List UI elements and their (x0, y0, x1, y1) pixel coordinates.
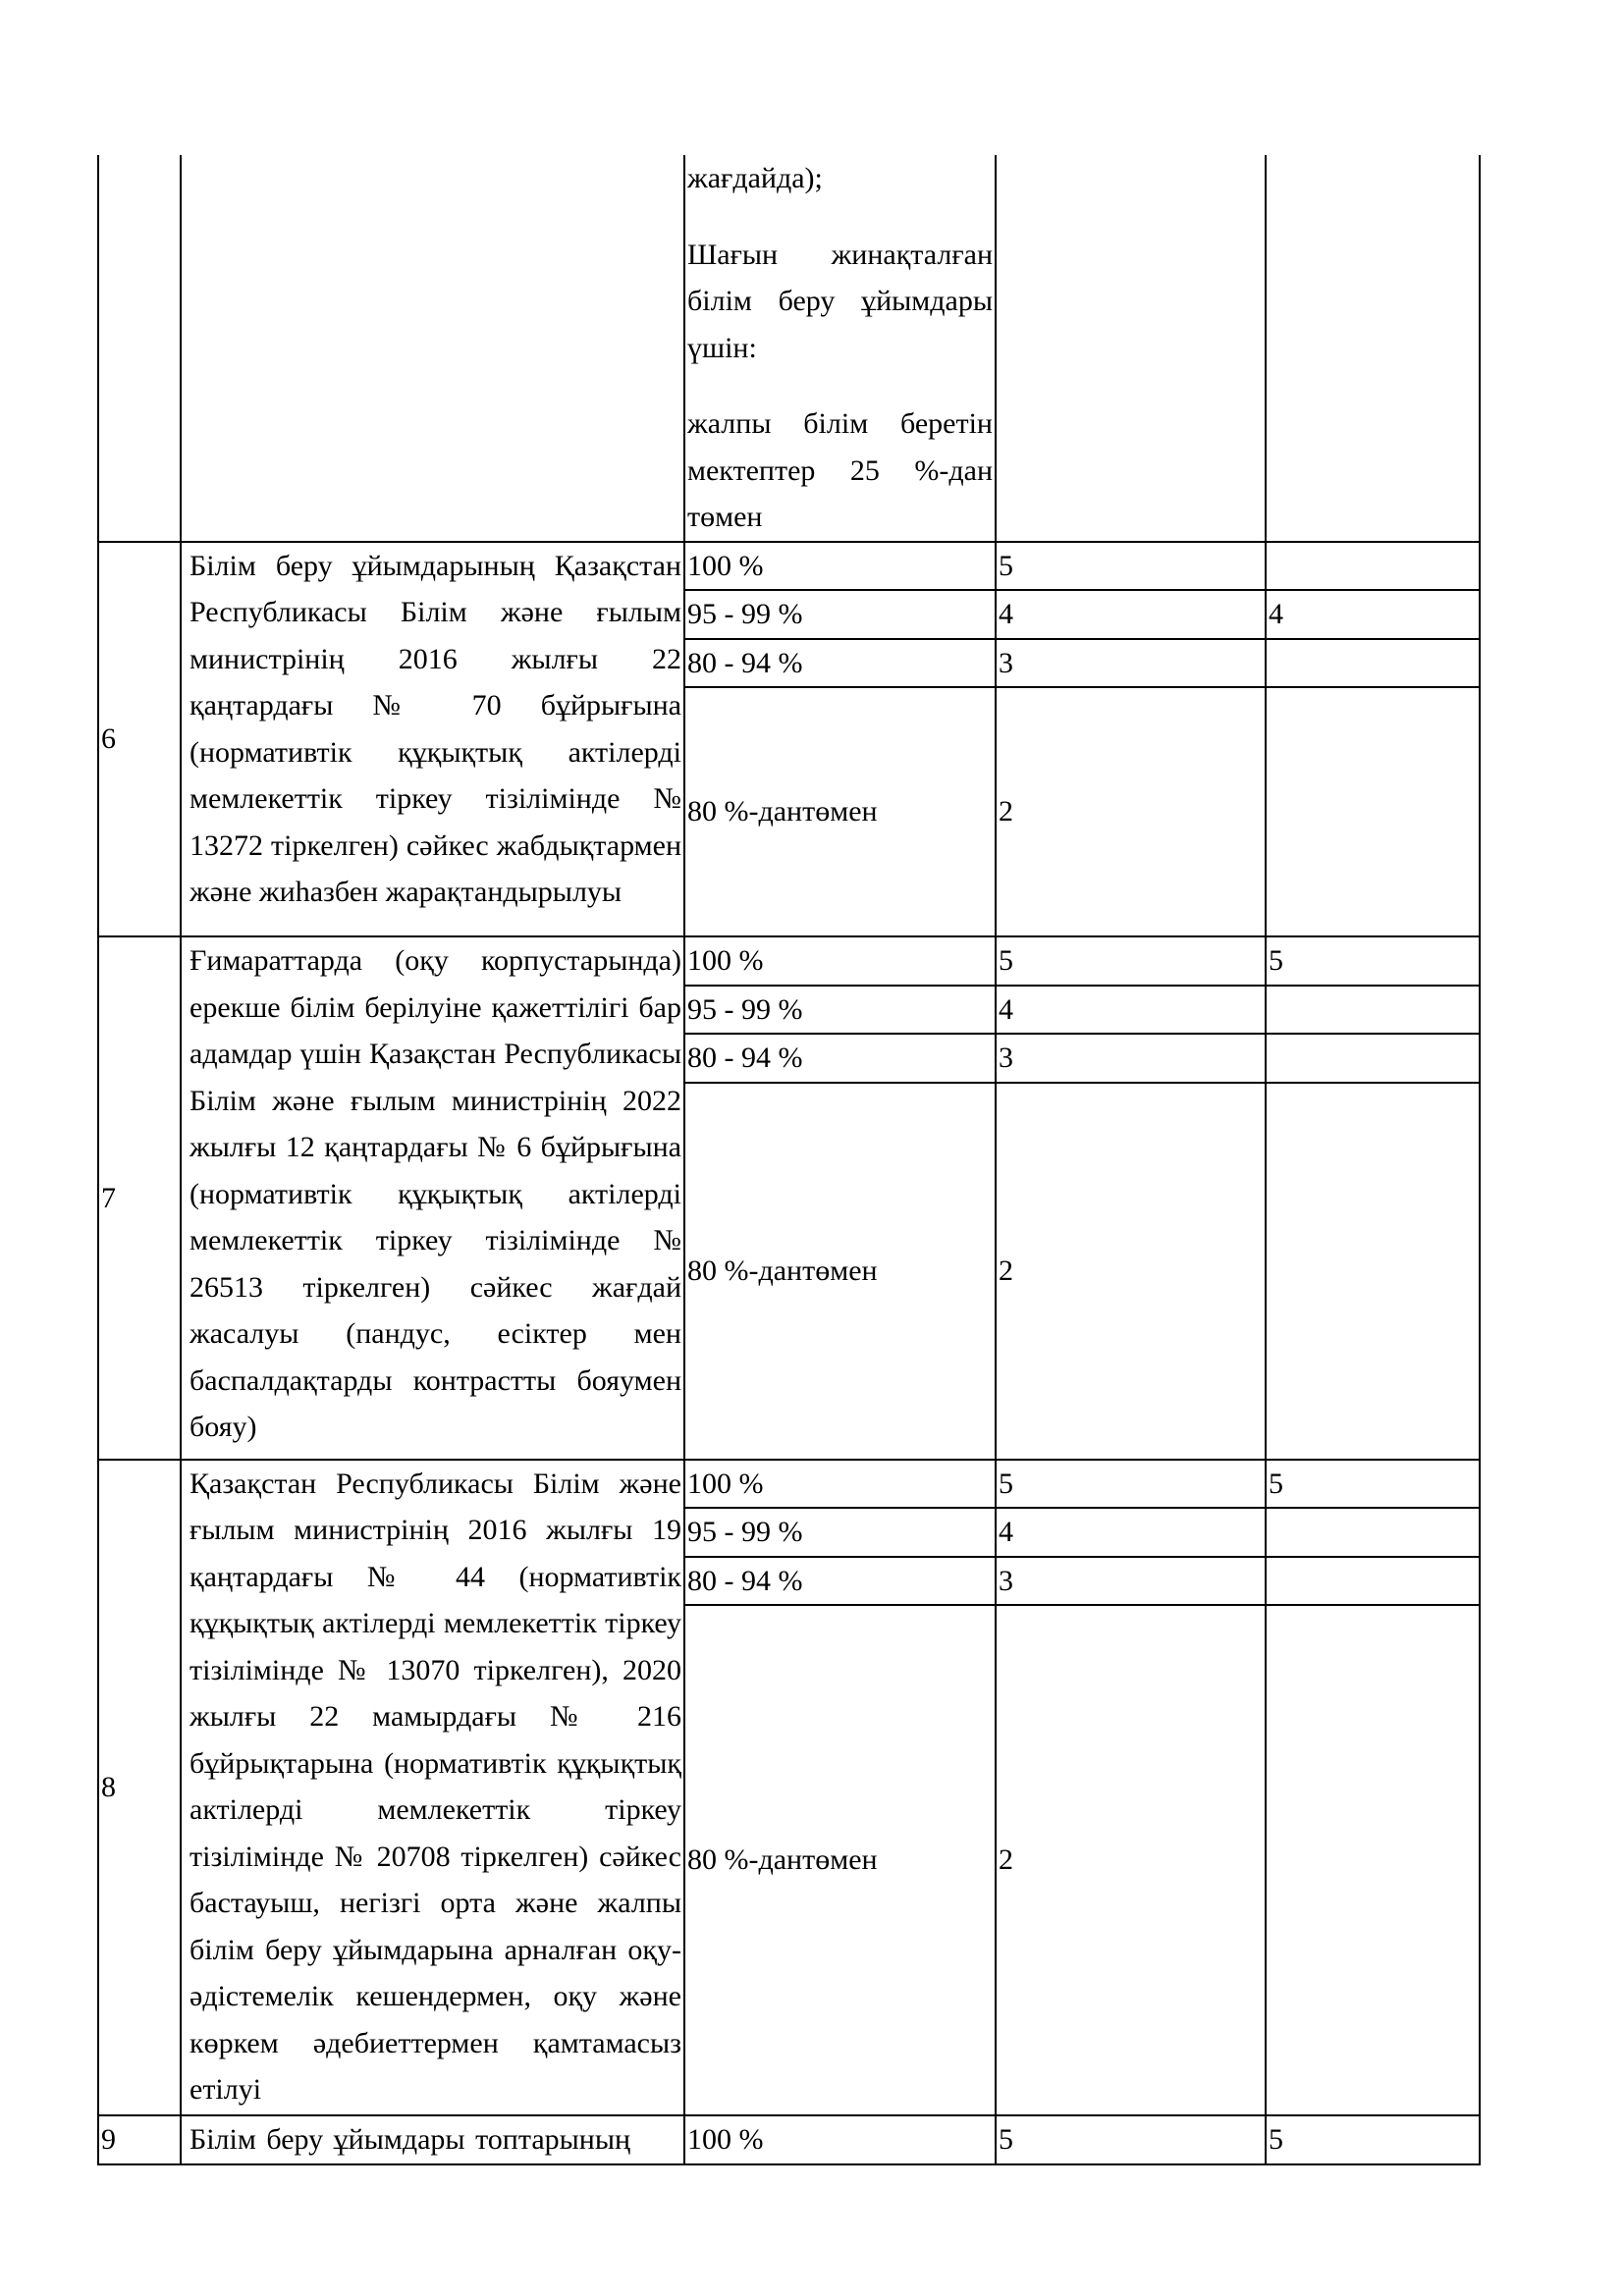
range-cell: 80 %-дантөмен (684, 1083, 996, 1460)
range-cell: 100 % (684, 936, 996, 986)
range-cell (684, 155, 996, 542)
value-cell (1266, 687, 1480, 936)
value-cell (1266, 1605, 1480, 2115)
value-cell: 4 (1266, 590, 1480, 639)
score-cell: 5 (996, 1460, 1266, 1509)
value-cell (1266, 1034, 1480, 1083)
value-cell (1266, 986, 1480, 1035)
range-cell: 100 % (684, 2115, 996, 2164)
score-cell: 2 (996, 1605, 1266, 2115)
criterion-text: Қазақстан Республикасы Білім және ғылым министрінің 2016 жылғы 19 қаңтардағы № 44 (нормативтік құқықтық актілерді мемлекеттік тіркеу тізілімінде № 13070 тіркелген), 2020 жылғы 22 мамырдағы № 216 бұйрықтарына (нормативтік құқықтық актілерді мемлекеттік тіркеу тізілімінде № 20708 тіркелген) сәйкес бастауыш, негізгі орта және жалпы білім беру ұйымдарына арналған оқу-әдістемелік кешендермен, оқу және көркем әдебиеттермен қамтамасыз етілуі (181, 1460, 684, 2116)
score-cell: 2 (996, 687, 1266, 936)
range-cell: 100 % (684, 542, 996, 591)
continuation-line: төмен (687, 501, 763, 533)
score-cell: 2 (996, 1083, 1266, 1460)
score-cell: 4 (996, 986, 1266, 1035)
value-cell (1266, 1508, 1480, 1557)
continuation-row (98, 155, 1480, 542)
score-cell: 4 (996, 1508, 1266, 1557)
value-cell (1266, 639, 1480, 688)
range-cell: 95 - 99 % (684, 590, 996, 639)
score-cell: 5 (996, 2115, 1266, 2164)
continuation-line: үшін: (687, 331, 757, 364)
range-cell: 80 %-дантөмен (684, 1605, 996, 2115)
score-cell: 3 (996, 1034, 1266, 1083)
range-cell: 100 % (684, 1460, 996, 1509)
num-cell (98, 155, 181, 542)
score-cell: 5 (996, 542, 1266, 591)
row-number: 8 (98, 1460, 181, 2116)
score-cell: 3 (996, 639, 1266, 688)
continuation-line: жалпы білім беретін (687, 407, 993, 440)
value-cell (1266, 1083, 1480, 1460)
value-cell: 5 (1266, 936, 1480, 986)
continuation-line: білім беру ұйымдары (687, 285, 993, 317)
criterion-text: Ғимараттарда (оқу корпустарында) ерекше білім берілуіне қажеттілігі бар адамдар үшін Қазақстан Республикасы Білім және ғылым министрінің 2022 жылғы 12 қаңтардағы № 6 бұйрығына (нормативтік құқықтық актілерді мемлекеттік тіркеу тізілімінде № 26513 тіркелген) сәйкес жағдай жасалуы (пандус, есіктер мен баспалдақтарды контрастты бояумен бояу) (181, 936, 684, 1460)
range-cell: 95 - 99 % (684, 1508, 996, 1557)
row-number: 9 (98, 2115, 181, 2164)
continuation-line: жағдайда); (687, 162, 823, 194)
table-row (98, 1460, 1480, 1509)
range-cell: 80 %-дантөмен (684, 687, 996, 936)
score-cell (996, 155, 1266, 542)
evaluation-table (97, 155, 1481, 2165)
criterion-cell (181, 155, 684, 542)
table-row (98, 542, 1480, 591)
row-number: 6 (98, 542, 181, 937)
table-row (98, 2115, 1480, 2164)
range-cell: 80 - 94 % (684, 1034, 996, 1083)
range-cell: 95 - 99 % (684, 986, 996, 1035)
score-cell: 5 (996, 936, 1266, 986)
value-cell: 5 (1266, 1460, 1480, 1509)
range-cell: 80 - 94 % (684, 639, 996, 688)
value-cell (1266, 1557, 1480, 1606)
value-cell (1266, 542, 1480, 591)
score-cell: 4 (996, 590, 1266, 639)
criterion-text: Білім беру ұйымдарының Қазақстан Республикасы Білім және ғылым министрінің 2016 жылғы 22 қаңтардағы № 70 бұйрығына (нормативтік құқықтық актілерді мемлекеттік тіркеу тізілімінде № 13272 тіркелген) сәйкес жабдықтармен және жиһазбен жарақтандырылуы (181, 542, 684, 937)
continuation-line: мектептер 25 %-дан (687, 454, 993, 487)
continuation-line: Шағын жинақталған (687, 238, 993, 271)
criterion-text: Білім беру ұйымдары топтарының (181, 2115, 684, 2164)
value-cell: 5 (1266, 2115, 1480, 2164)
row-number: 7 (98, 936, 181, 1460)
table-row (98, 936, 1480, 986)
value-cell (1266, 155, 1480, 542)
score-cell: 3 (996, 1557, 1266, 1606)
range-cell: 80 - 94 % (684, 1557, 996, 1606)
